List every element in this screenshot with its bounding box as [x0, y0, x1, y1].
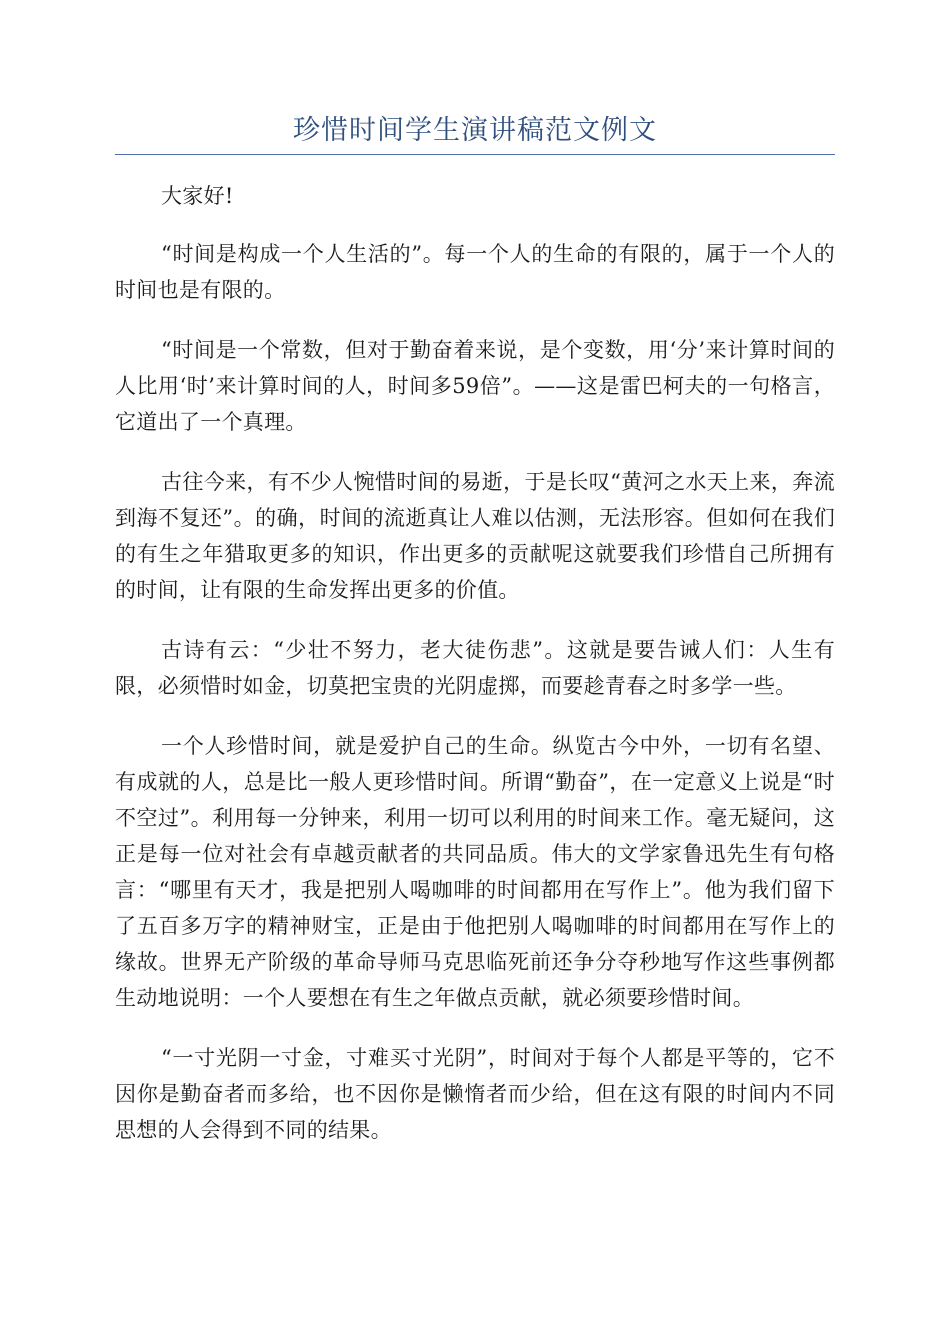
body-paragraph: “一寸光阴一寸金，寸难买寸光阴”，时间对于每个人都是平等的，它不因你是勤奋者而多给，也不因你是懒惰者而少给，但在这有限的时间内不同思想的人会得到不同的结果。: [115, 1046, 835, 1142]
body-paragraph: “时间是一个常数，但对于勤奋着来说，是个变数，用‘分’来计算时间的人比用‘时’来计算时间的人，时间多59倍”。——这是雷巴柯夫的一句格言，它道出了一个真理。: [115, 338, 835, 434]
document-title: 珍惜时间学生演讲稿范文例文: [293, 115, 657, 146]
greeting-paragraph: 大家好!: [161, 184, 234, 208]
title-underline: [115, 154, 835, 155]
body-paragraph: 一个人珍惜时间，就是爱护自己的生命。纵览古今中外，一切有名望、有成就的人，总是比一般人更珍惜时间。所谓“勤奋”，在一定意义上说是“时不空过”。利用每一分钟来，利用一切可以利用的时间来工作。毫无疑问，这正是每一位对社会有卓越贡献者的共同品质。伟大的文学家鲁迅先生有句格言：“哪里有天才，我是把别人喝咖啡的时间都用在写作上”。他为我们留下了五百多万字的精神财宝，正是由于他把别人喝咖啡的时间都用在写作上的缘故。世界无产阶级的革命导师马克思临死前还争分夺秒地写作这些事例都生动地说明：一个人要想在有生之年做点贡献，就必须要珍惜时间。: [115, 734, 835, 1010]
body-paragraph: 古诗有云：“少壮不努力，老大徒伤悲”。这就是要告诫人们：人生有限，必须惜时如金，切莫把宝贵的光阴虚掷，而要趁青春之时多学一些。: [115, 638, 835, 698]
document-body: [115, 178, 835, 1172]
body-paragraph: “时间是构成一个人生活的”。每一个人的生命的有限的，属于一个人的时间也是有限的。: [115, 242, 835, 302]
body-paragraph: 古往今来，有不少人惋惜时间的易逝，于是长叹“黄河之水天上来，奔流到海不复还”。的确，时间的流逝真让人难以估测，无法形容。但如何在我们的有生之年猎取更多的知识，作出更多的贡献呢这就要我们珍惜自己所拥有的时间，让有限的生命发挥出更多的价值。: [115, 470, 835, 602]
